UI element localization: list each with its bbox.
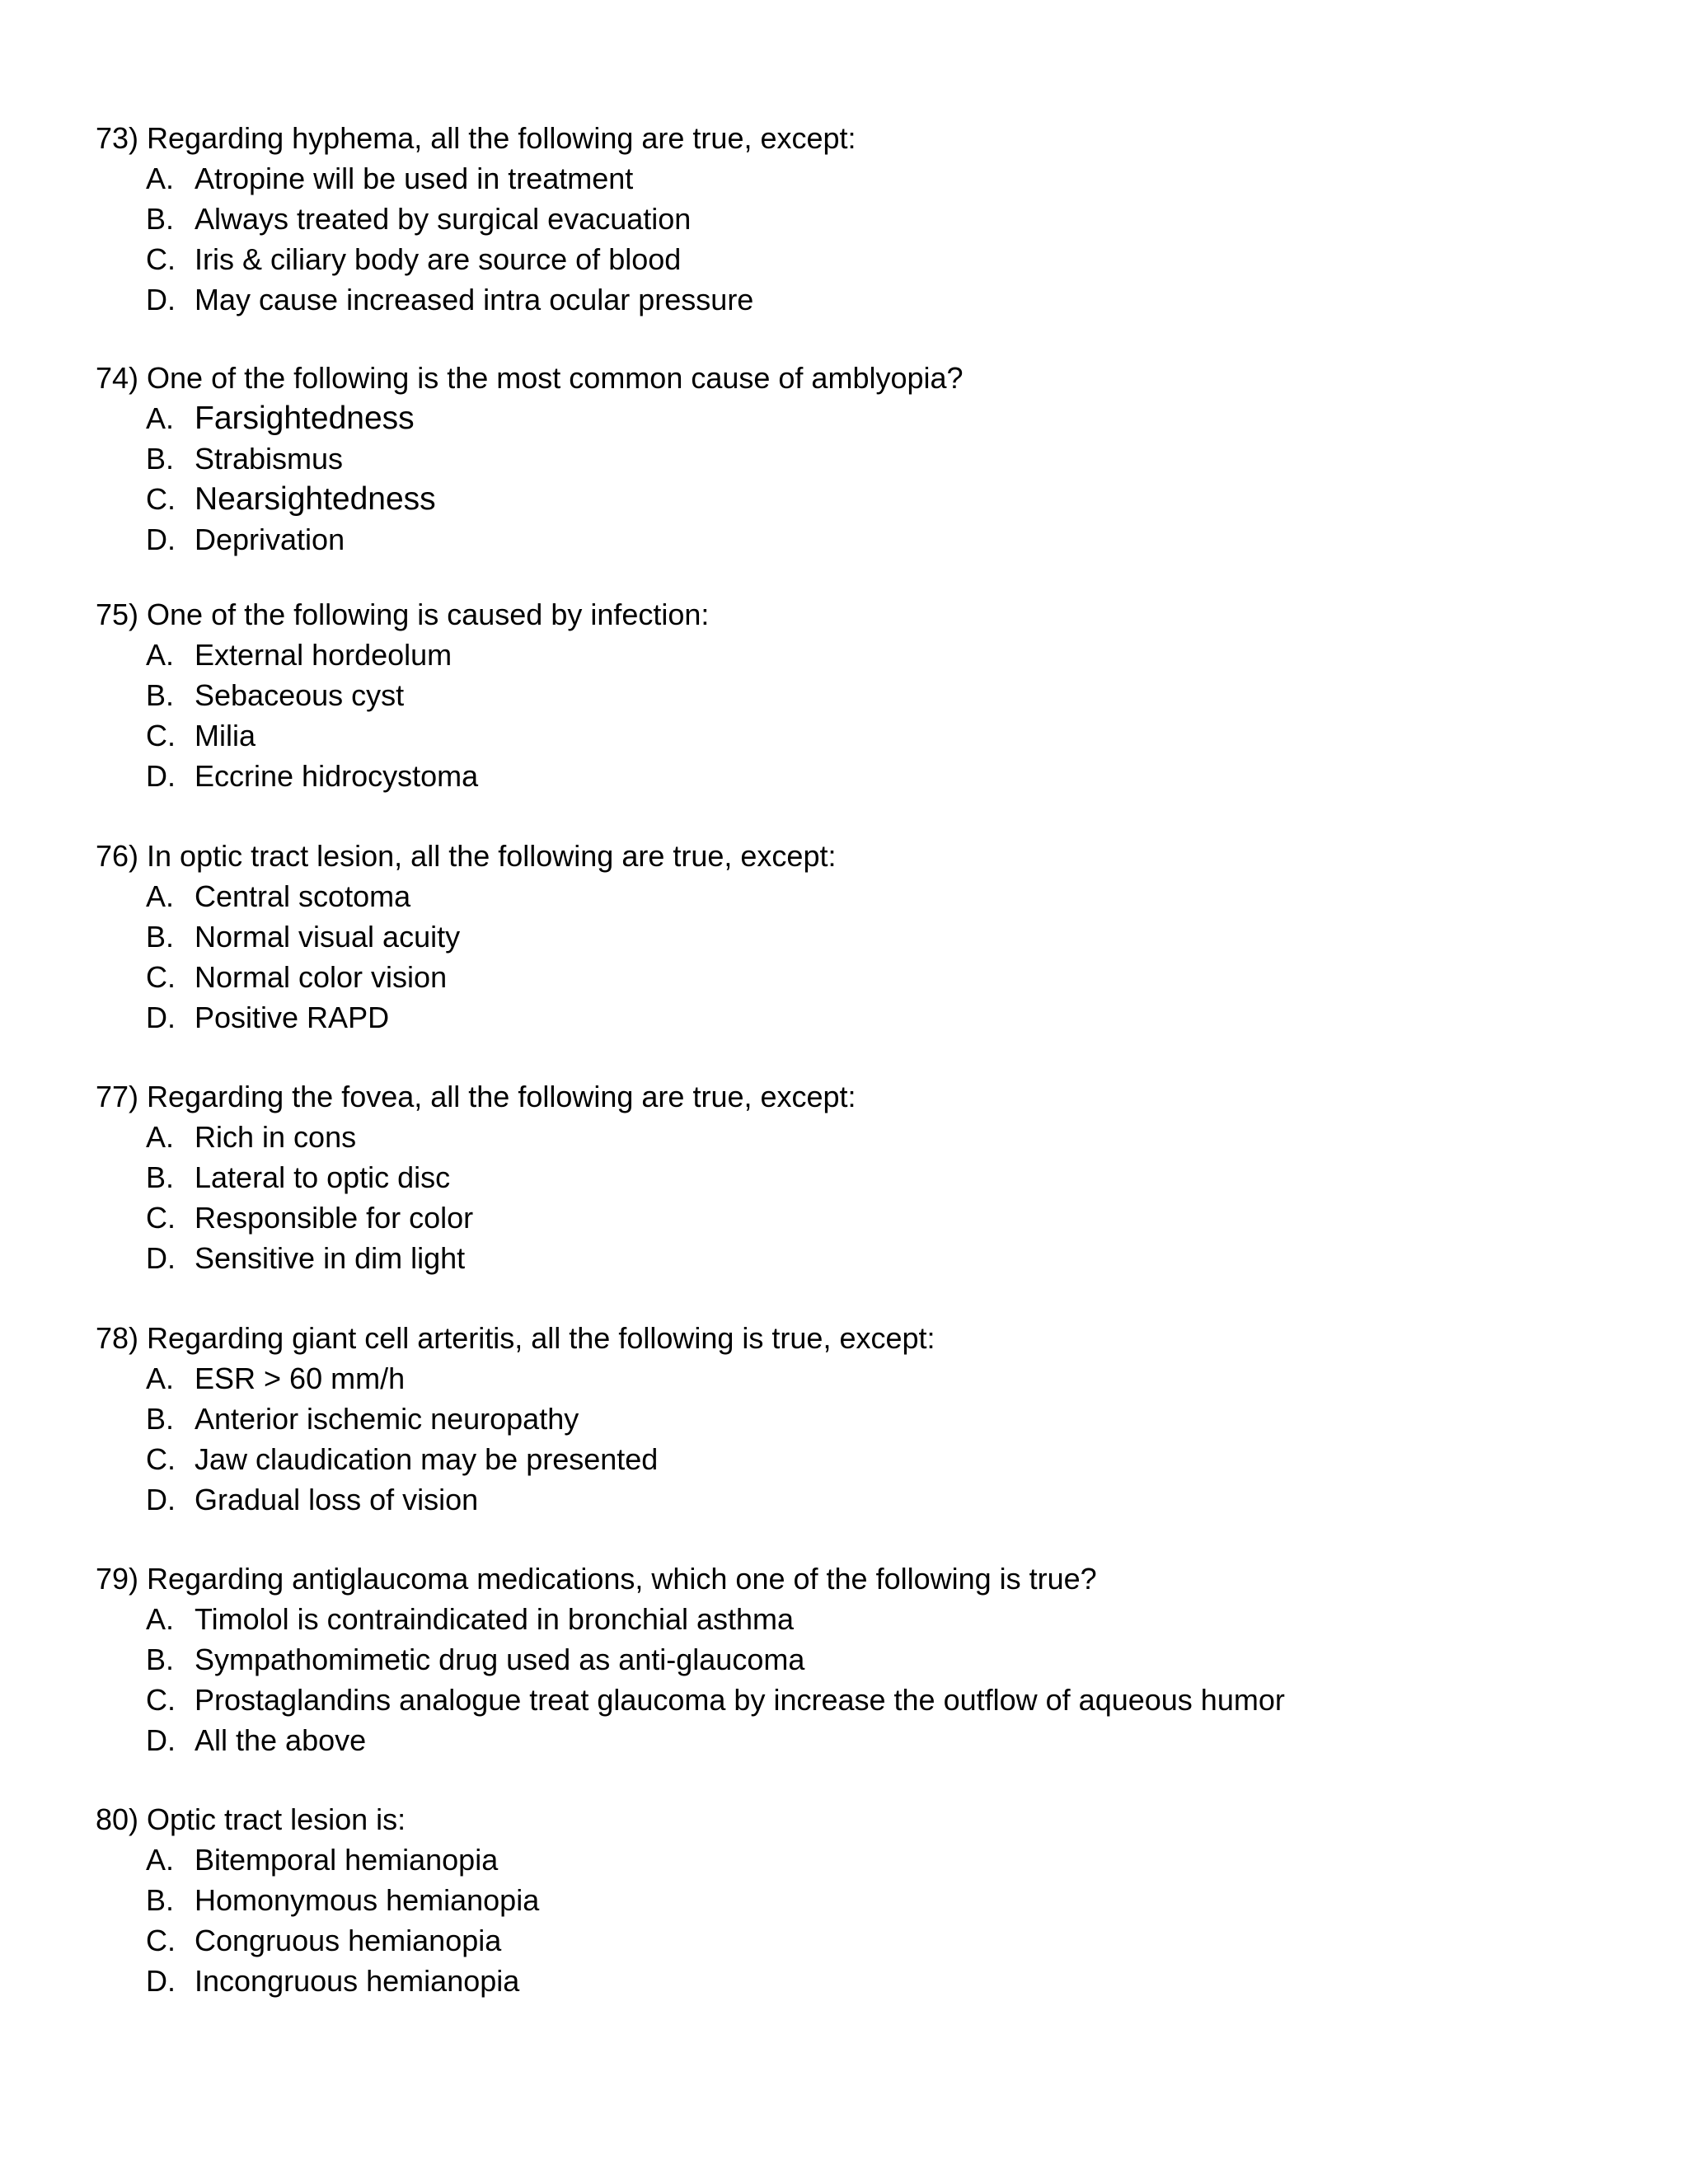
option-letter: A. [146, 1843, 175, 1877]
option-letter: B. [146, 442, 175, 476]
option-text: ESR > 60 mm/h [195, 1361, 406, 1395]
option-text: All the above [195, 1723, 367, 1757]
option-text: Normal visual acuity [195, 920, 461, 954]
question-stem: 76) In optic tract lesion, all the following are true, except: [96, 839, 837, 873]
option-b [96, 1880, 1620, 1920]
option-text: Eccrine hidrocystoma [195, 759, 479, 793]
option-letter: C. [146, 482, 176, 516]
option-b [96, 675, 1620, 715]
option-b [96, 916, 1620, 957]
option-letter: C. [146, 719, 176, 752]
option-d [96, 997, 1620, 1038]
option-letter: B. [146, 1643, 175, 1676]
option-letter: B. [146, 678, 175, 712]
option-text: Sensitive in dim light [195, 1241, 466, 1275]
option-list [96, 1117, 1620, 1278]
option-letter: C. [146, 1924, 176, 1957]
option-text: May cause increased intra ocular pressure [195, 283, 754, 316]
option-letter: B. [146, 202, 175, 236]
option-letter: A. [146, 638, 175, 672]
option-a [96, 1117, 1620, 1157]
option-c [96, 715, 1620, 756]
option-b [96, 1639, 1620, 1680]
question-73 [96, 118, 1620, 320]
option-text: Congruous hemianopia [195, 1924, 502, 1957]
option-letter: A. [146, 1120, 175, 1154]
question-79 [96, 1558, 1620, 1760]
option-letter: B. [146, 1160, 175, 1194]
option-text: Anterior ischemic neuropathy [195, 1402, 579, 1436]
option-a [96, 398, 1620, 438]
option-letter: A. [146, 401, 175, 435]
option-text: Milia [195, 719, 256, 752]
option-text: Nearsightedness [195, 481, 436, 517]
option-list [96, 1599, 1620, 1760]
option-letter: D. [146, 283, 176, 316]
option-text: Gradual loss of vision [195, 1483, 479, 1516]
question-stem: 74) One of the following is the most common cause of amblyopia? [96, 361, 964, 395]
option-letter: A. [146, 1361, 175, 1395]
option-c [96, 957, 1620, 997]
option-a [96, 635, 1620, 675]
option-letter: D. [146, 1483, 176, 1516]
option-text: Iris & ciliary body are source of blood [195, 242, 682, 276]
question-75 [96, 594, 1620, 796]
option-letter: D. [146, 1001, 176, 1034]
option-c [96, 239, 1620, 279]
option-list [96, 876, 1620, 1038]
option-letter: D. [146, 1964, 176, 1998]
option-letter: C. [146, 1442, 176, 1476]
question-stem: 75) One of the following is caused by infection: [96, 598, 710, 631]
option-text: Timolol is contraindicated in bronchial asthma [195, 1602, 795, 1636]
question-78 [96, 1318, 1620, 1520]
option-b [96, 199, 1620, 239]
option-text: Sebaceous cyst [195, 678, 405, 712]
option-list [96, 1840, 1620, 2001]
option-letter: D. [146, 1241, 176, 1275]
option-d [96, 1238, 1620, 1278]
option-c [96, 1680, 1620, 1720]
question-stem: 77) Regarding the fovea, all the following are true, except: [96, 1080, 856, 1113]
option-text: Bitemporal hemianopia [195, 1843, 499, 1877]
option-a [96, 1599, 1620, 1639]
question-stem: 80) Optic tract lesion is: [96, 1802, 406, 1836]
option-letter: A. [146, 162, 175, 195]
option-letter: D. [146, 1723, 176, 1757]
option-text: Central scotoma [195, 879, 411, 913]
option-letter: D. [146, 759, 176, 793]
option-letter: B. [146, 1402, 175, 1436]
question-76 [96, 836, 1620, 1038]
option-a [96, 1358, 1620, 1399]
option-d [96, 279, 1620, 320]
option-d [96, 1961, 1620, 2001]
option-b [96, 1399, 1620, 1439]
option-a [96, 1840, 1620, 1880]
option-letter: C. [146, 242, 176, 276]
option-letter: D. [146, 523, 176, 556]
option-list [96, 158, 1620, 320]
question-77 [96, 1076, 1620, 1278]
option-text: Positive RAPD [195, 1001, 390, 1034]
option-letter: B. [146, 1883, 175, 1917]
option-d [96, 519, 1620, 560]
question-74 [96, 358, 1620, 560]
question-80 [96, 1799, 1620, 2001]
option-list [96, 1358, 1620, 1520]
option-text: Normal color vision [195, 960, 448, 994]
option-list [96, 635, 1620, 796]
option-text: Atropine will be used in treatment [195, 162, 634, 195]
option-a [96, 876, 1620, 916]
option-letter: C. [146, 1201, 176, 1235]
option-text: Prostaglandins analogue treat glaucoma by increase the outflow of aqueous humor [195, 1683, 1285, 1717]
option-letter: B. [146, 920, 175, 954]
option-d [96, 1720, 1620, 1760]
option-letter: C. [146, 960, 176, 994]
option-c [96, 479, 1620, 519]
option-text: Deprivation [195, 523, 345, 556]
option-text: Strabismus [195, 442, 344, 476]
option-text: Rich in cons [195, 1120, 357, 1154]
option-text: Farsightedness [195, 401, 415, 436]
option-letter: A. [146, 1602, 175, 1636]
option-b [96, 1157, 1620, 1197]
option-letter: A. [146, 879, 175, 913]
question-stem: 73) Regarding hyphema, all the following are true, except: [96, 121, 856, 155]
option-c [96, 1920, 1620, 1961]
option-letter: C. [146, 1683, 176, 1717]
option-text: Homonymous hemianopia [195, 1883, 540, 1917]
option-list [96, 398, 1620, 560]
option-text: External hordeolum [195, 638, 452, 672]
option-text: Sympathomimetic drug used as anti-glaucoma [195, 1643, 805, 1676]
option-text: Responsible for color [195, 1201, 474, 1235]
option-text: Jaw claudication may be presented [195, 1442, 659, 1476]
option-d [96, 756, 1620, 796]
option-a [96, 158, 1620, 199]
option-c [96, 1439, 1620, 1479]
option-b [96, 438, 1620, 479]
question-stem: 78) Regarding giant cell arteritis, all the following is true, except: [96, 1321, 935, 1355]
option-text: Incongruous hemianopia [195, 1964, 520, 1998]
question-stem: 79) Regarding antiglaucoma medications, which one of the following is true? [96, 1562, 1097, 1596]
option-c [96, 1197, 1620, 1238]
option-text: Lateral to optic disc [195, 1160, 451, 1194]
option-d [96, 1479, 1620, 1520]
option-text: Always treated by surgical evacuation [195, 202, 692, 236]
